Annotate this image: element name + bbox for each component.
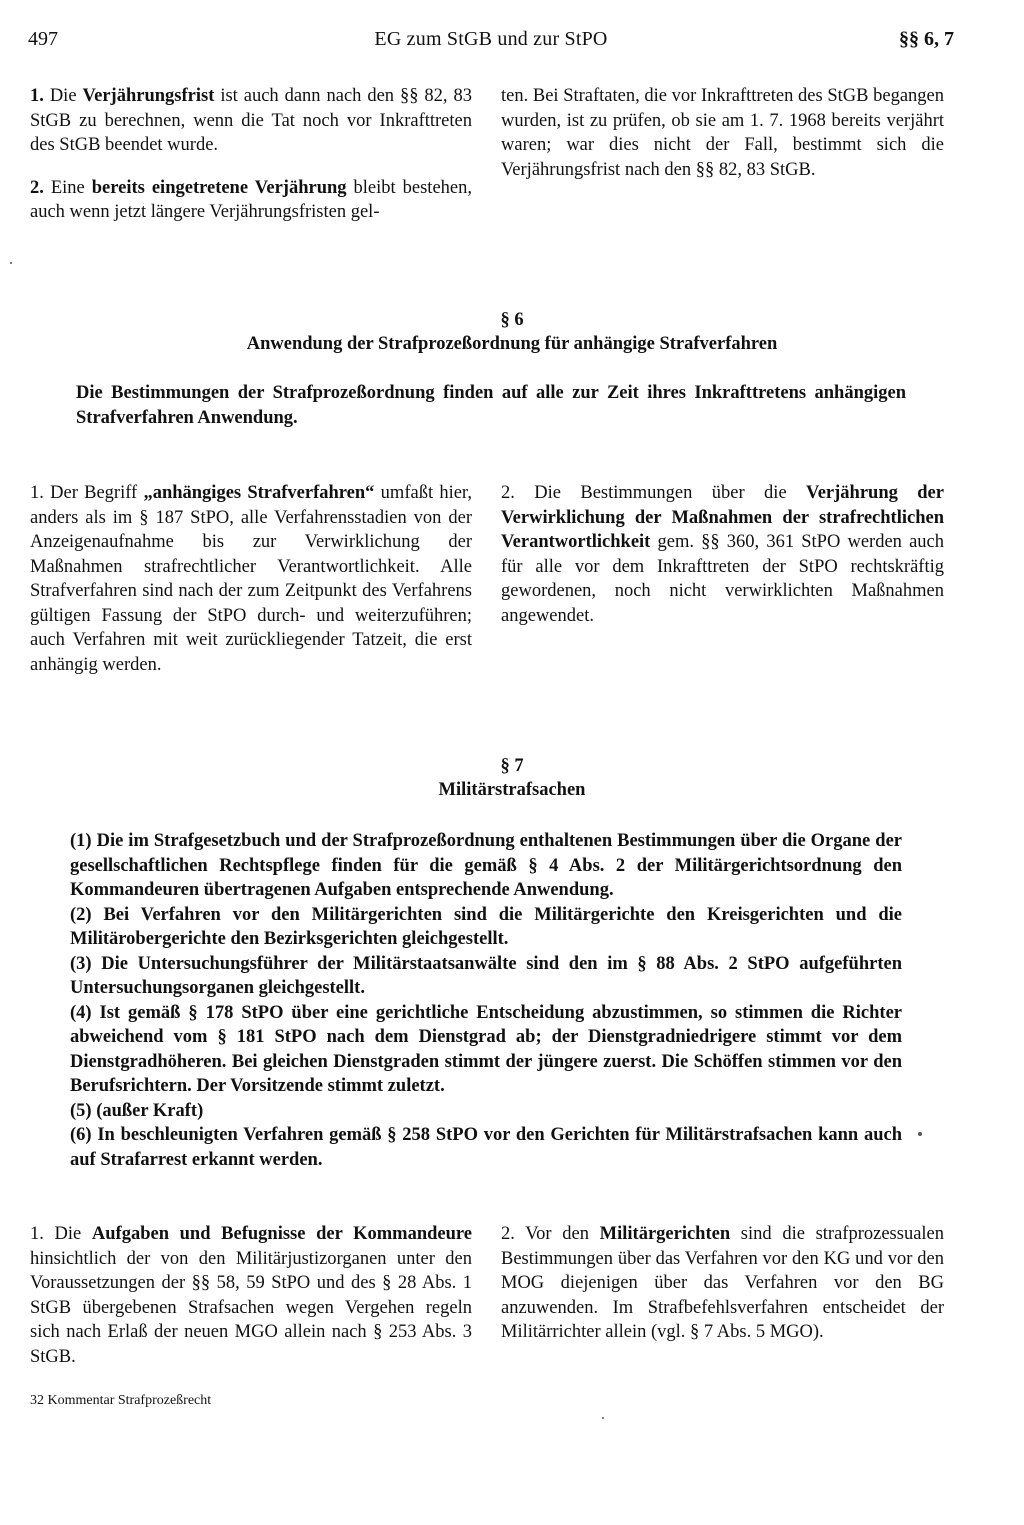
top-comment-1: 1. Die Verjährungsfrist ist auch dann nach den §§ 82, 83 StGB zu berechnen, wenn die Tat noch vor Inkrafttreten des StGB beendet wurde. xyxy=(30,86,472,155)
top-comment-left xyxy=(30,84,472,225)
page-header xyxy=(28,28,954,62)
section-7-comment-left xyxy=(30,1222,472,1369)
running-title: EG zum StGB und zur StPO xyxy=(374,28,608,50)
section-6-comment-left xyxy=(30,481,472,677)
section-7-comment-right xyxy=(501,1222,944,1345)
section-6-comment-2: 2. Die Bestimmungen über die Verjährung der Verwirklichung der Maßnahmen der strafrechtlichen Verantwortlichkeit gem. §§ 360, 361 StPO werden auch für alle vor dem Inkrafttreten der StPO rechtskräftig gewordenen, noch nicht verwirklichten Maßnahmen angewendet. xyxy=(501,483,944,626)
section-6-paragraph: Die Bestimmungen der Strafprozeßordnung finden auf alle zur Zeit ihres Inkrafttretens anhängigen Strafverfahren Anwendung. xyxy=(76,383,906,428)
section-6-title: Anwendung der Strafprozeßordnung für anhängige Strafverfahren xyxy=(246,334,778,354)
section-7-text xyxy=(70,829,902,1172)
scan-speck xyxy=(10,262,12,264)
section-7-title: Militärstrafsachen xyxy=(438,780,586,800)
scan-speck xyxy=(602,1417,604,1419)
top-comment-right xyxy=(501,84,944,182)
section-6-text xyxy=(76,381,906,430)
section-7-comment-2: 2. Vor den Militärgerichten sind die strafprozessualen Bestimmungen über das Verfahren vor den KG und vor den MOG diejenigen über das Verfahren vor den BG anzuwenden. Im Strafbefehlsverfahren entscheidet der Militärrichter allein (vgl. § 7 Abs. 5 MGO). xyxy=(501,1224,945,1342)
page-footer: 32 Kommentar Strafprozeßrecht xyxy=(30,1393,212,1408)
section-7-number: § 7 xyxy=(500,756,524,776)
section-6-comment-1: 1. Der Begriff „anhängiges Strafverfahren“ umfaßt hier, anders als im § 187 StPO, alle Verfahrensstadien von der Anzeigenaufnahme bis zur Verwirklichung der Maßnahmen strafrechtlicher Verantwortlichkeit. Alle Strafverfahren sind nach der zum Zeitpunkt des Verfahrens gültigen Fassung der StPO durch- und weiterzuführen; auch Verfahren mit weit zurückliegender Tatzeit, die erst anhängig werden. xyxy=(30,483,472,675)
section-7-paragraph-2: (2) Bei Verfahren vor den Militärgerichten sind die Militärgerichte den Kreisgerichten und die Militärobergerichte den Bezirksgerichten gleichgestellt. xyxy=(70,904,902,949)
section-7-paragraph-6: (6) In beschleunigten Verfahren gemäß § 258 StPO vor den Gerichten für Militärstrafsachen kann auch auf Strafarrest erkannt werden. xyxy=(70,1125,902,1170)
top-comment-2-continued: ten. Bei Straftaten, die vor Inkrafttreten des StGB begangen wurden, ist zu prüfen, ob sie am 1. 7. 1968 bereits verjährt waren; war dies nicht der Fall, bestimmt sich die Verjährungsfrist nach den §§ 82, 83 StGB. xyxy=(501,86,944,180)
section-reference: §§ 6, 7 xyxy=(899,28,954,50)
section-6-comment-right xyxy=(501,481,944,628)
section-7-paragraph-3: (3) Die Untersuchungsführer der Militärstaatsanwälte sind den im § 88 Abs. 2 StPO aufgeführten Untersuchungsorganen gleichgestellt. xyxy=(70,953,902,998)
section-6-number: § 6 xyxy=(500,310,524,330)
page-number: 497 xyxy=(28,28,58,50)
scan-speck xyxy=(918,1132,922,1136)
section-7-paragraph-4: (4) Ist gemäß § 178 StPO über eine gerichtliche Entscheidung abzustimmen, so stimmen die Richter abweichend vom § 181 StPO nach dem Dienstgrad ab; der Dienstgradniedrigere stimmt vor dem Dienstgradhöheren. Bei gleichen Dienstgraden stimmt der jüngere zuerst. Die Schöffen stimmen vor den Berufsrichtern. Der Vorsitzende stimmt zuletzt. xyxy=(70,1002,902,1096)
top-comment-2: 2. Eine bereits eingetretene Verjährung bleibt bestehen, auch wenn jetzt längere Verjährungsfristen gel- xyxy=(30,177,472,222)
section-7-paragraph-5: (5) (außer Kraft) xyxy=(70,1100,204,1121)
section-7-comment-1: 1. Die Aufgaben und Befugnisse der Kommandeure hinsichtlich der von den Militärjustizorganen unter den Voraussetzungen der §§ 58, 59 StPO und des § 28 Abs. 1 StGB übergebenen Strafsachen wegen Vergehen regeln sich nach Erlaß der neuen MGO allein nach § 253 Abs. 3 StGB. xyxy=(30,1224,472,1367)
section-7-paragraph-1: (1) Die im Strafgesetzbuch und der Strafprozeßordnung enthaltenen Bestimmungen über die Organe der gesellschaftlichen Rechtspflege finden für die gemäß § 4 Abs. 2 der Militärgerichtsordnung den Kommandeuren übertragenen Aufgaben entsprechende Anwendung. xyxy=(70,831,902,900)
